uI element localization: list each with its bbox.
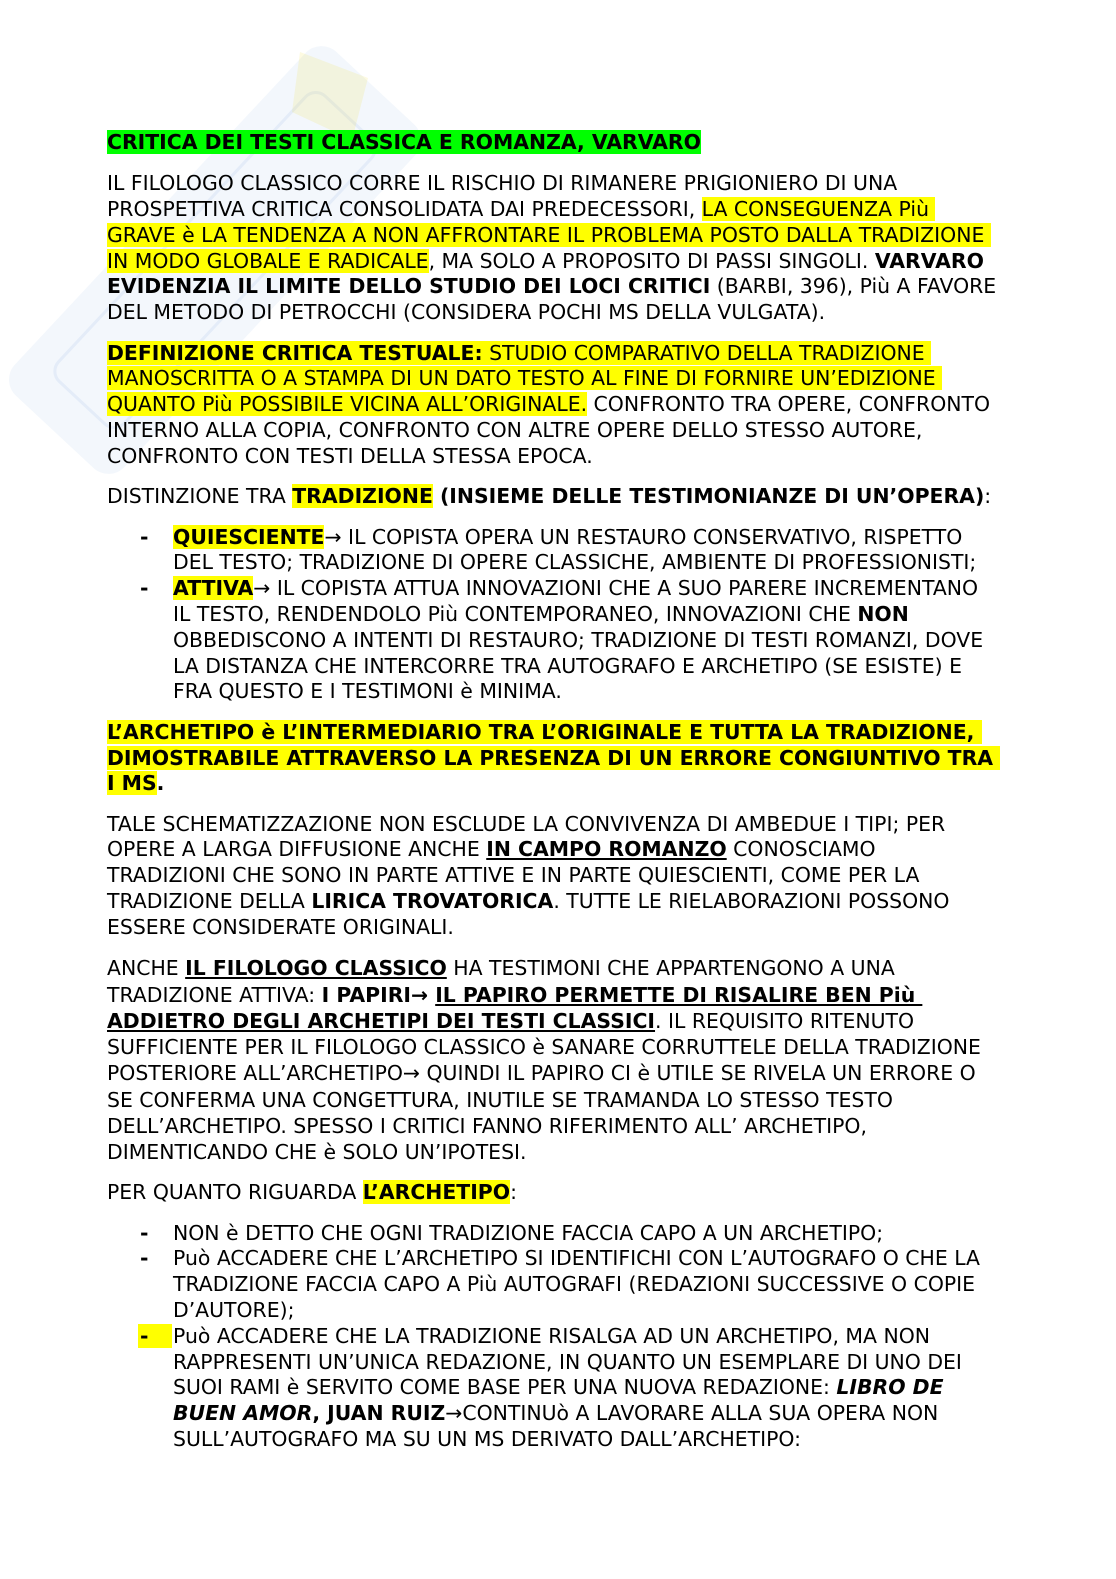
- text-run: :: [510, 1180, 517, 1205]
- text-run: IL FILOLOGO CLASSICO CORRE IL RISCHIO DI RIMANERE PRIGIONIERO DI UNA: [107, 171, 898, 196]
- paragraph: [107, 484, 1087, 510]
- text-run: LA DISTANZA CHE INTERCORRE TRA AUTOGRAFO E ARCHETIPO (SE ESISTE) E: [173, 653, 962, 678]
- bold-highlighted-text: ATTIVA: [173, 576, 254, 601]
- bold-underlined-text: IN CAMPO ROMANZO: [486, 837, 727, 862]
- bold-text: I PAPIRI→: [321, 982, 436, 1007]
- text-run: SUFFICIENTE PER IL FILOLOGO CLASSICO è SANARE CORRUTTELE DELLA TRADIZIONE: [107, 1035, 981, 1060]
- text-run: DELL’ARCHETIPO. SPESSO I CRITICI FANNO RIFERIMENTO ALL’ ARCHETIPO,: [107, 1114, 867, 1139]
- text-line: [173, 1298, 1087, 1324]
- text-line: [173, 1221, 1087, 1247]
- text-line: [107, 982, 1087, 1008]
- text-line: [107, 197, 1087, 223]
- bold-text: LIRICA TROVATORICA: [311, 889, 554, 914]
- bold-highlighted-text: DEFINIZIONE CRITICA TESTUALE:: [107, 340, 483, 365]
- bold-text: .: [156, 771, 165, 796]
- bold-underlined-text: ADDIETRO DEGLI ARCHETIPI DEI TESTI CLASSICI: [107, 1008, 656, 1033]
- text-line: [173, 1375, 1087, 1401]
- text-run: SE CONFERMA UNA CONGETTURA, INUTILE SE TRAMANDA LO STESSO TESTO: [107, 1087, 893, 1112]
- bullet-dash: -: [138, 1324, 172, 1348]
- text-line: [107, 249, 1087, 275]
- text-line: [173, 679, 1087, 705]
- bullet-list: [107, 525, 1087, 706]
- text-run: DEL METODO DI PETROCCHI (CONSIDERA POCHI MS DELLA VULGATA).: [107, 300, 826, 325]
- text-line: [107, 1139, 1087, 1165]
- bold-italic-text: BUEN AMOR: [173, 1401, 313, 1426]
- text-run: . TUTTE LE RIELABORAZIONI POSSONO: [553, 889, 950, 914]
- text-line: [107, 746, 1087, 772]
- text-line: [173, 654, 1087, 680]
- text-run: . IL REQUISITO RITENUTO: [655, 1008, 915, 1033]
- text-run: :: [984, 484, 992, 509]
- text-line: [107, 341, 1087, 367]
- bold-highlighted-text: DIMOSTRABILE ATTRAVERSO LA PRESENZA DI UN ERRORE CONGIUNTIVO TRA: [107, 745, 1001, 770]
- list-item: [107, 1324, 1087, 1453]
- list-bullet: [138, 1246, 172, 1272]
- text-run: Può ACCADERE CHE LA TRADIZIONE RISALGA AD UN ARCHETIPO, MA NON: [173, 1323, 931, 1348]
- text-run: →CONTINUò A LAVORARE ALLA SUA OPERA NON: [445, 1401, 939, 1426]
- text-run: DEL TESTO; TRADIZIONE DI OPERE CLASSICHE, AMBIENTE DI PROFESSIONISTI;: [173, 550, 977, 575]
- bold-text: , JUAN RUIZ: [312, 1401, 446, 1426]
- text-line: [107, 171, 1087, 197]
- text-run: (BARBI, 396), Più A FAVORE: [710, 274, 997, 299]
- bold-text: NON: [857, 601, 909, 626]
- text-run: CONOSCIAMO: [726, 837, 876, 862]
- list-bullet: [138, 576, 172, 602]
- list-bullet: [138, 525, 172, 551]
- list-bullet: [138, 1324, 172, 1350]
- title-text: CRITICA DEI TESTI CLASSICA E ROMANZA, VARVARO: [107, 130, 701, 154]
- text-run: ANCHE: [107, 956, 186, 981]
- list-bullet: [138, 1221, 172, 1247]
- text-line: [173, 1246, 1087, 1272]
- text-line: [107, 1087, 1087, 1113]
- text-run: Può ACCADERE CHE L’ARCHETIPO SI IDENTIFICHI CON L’AUTOGRAFO O CHE LA: [173, 1246, 980, 1271]
- bullet-dash: -: [140, 524, 149, 549]
- bold-highlighted-text: TRADIZIONE: [292, 484, 433, 509]
- text-run: RAPPRESENTI UN’UNICA REDAZIONE, IN QUANTO UN ESEMPLARE DI UNO DEI: [173, 1349, 962, 1374]
- text-run: CONFRONTO TRA OPERE, CONFRONTO: [587, 392, 991, 417]
- text-line: [107, 1180, 1087, 1206]
- text-run: , MA SOLO A PROPOSITO DI PASSI SINGOLI.: [428, 248, 875, 273]
- bold-highlighted-text: L’ARCHETIPO: [362, 1180, 511, 1205]
- text-line: [107, 955, 1087, 981]
- text-run: FRA QUESTO E I TESTIMONI è MINIMA.: [173, 679, 562, 704]
- text-run: D’AUTORE);: [173, 1298, 295, 1323]
- bold-highlighted-text: L’ARCHETIPO è L’INTERMEDIARIO TRA L’ORIGINALE E TUTTA LA TRADIZIONE,: [107, 719, 982, 744]
- bold-italic-text: LIBRO DE: [836, 1375, 944, 1400]
- text-line: [173, 1272, 1087, 1298]
- highlighted-text: GRAVE è LA TENDENZA A NON AFFRONTARE IL PROBLEMA POSTO DALLA TRADIZIONE: [107, 222, 991, 247]
- text-line: [107, 274, 1087, 300]
- text-line: [107, 366, 1087, 392]
- paragraph: [107, 955, 1087, 1165]
- bold-text: VARVARO: [874, 248, 984, 273]
- highlighted-text: STUDIO COMPARATIVO DELLA TRADIZIONE: [482, 340, 932, 365]
- text-line: [173, 525, 1087, 551]
- bullet-dash: -: [140, 1220, 149, 1245]
- text-line: [173, 1427, 1087, 1453]
- text-run: INTERNO ALLA COPIA, CONFRONTO CON ALTRE OPERE DELLO STESSO AUTORE,: [107, 417, 923, 442]
- text-run: TRADIZIONE DELLA: [107, 889, 312, 914]
- bold-highlighted-text: I MS: [107, 771, 157, 796]
- text-line: [107, 837, 1087, 863]
- text-run: POSTERIORE ALL’ARCHETIPO→ QUINDI IL PAPIRO CI è UTILE SE RIVELA UN ERRORE O: [107, 1061, 976, 1086]
- text-line: [107, 1034, 1087, 1060]
- paragraph: [107, 720, 1087, 797]
- paragraph: [107, 171, 1087, 326]
- text-line: [173, 602, 1087, 628]
- bullet-dash: -: [140, 576, 149, 601]
- bold-text: EVIDENZIA IL LIMITE DELLO STUDIO DEI LOCI CRITICI: [107, 274, 711, 299]
- text-line: [107, 915, 1087, 941]
- bold-underlined-text: IL FILOLOGO CLASSICO: [185, 956, 447, 981]
- text-line: [107, 130, 1087, 156]
- bullet-list: [107, 1221, 1087, 1453]
- text-line: [107, 889, 1087, 915]
- text-line: [107, 444, 1087, 470]
- bold-text: (INSIEME DELLE TESTIMONIANZE DI UN’OPERA): [432, 484, 985, 509]
- text-run: TALE SCHEMATIZZAZIONE NON ESCLUDE LA CONVIVENZA DI AMBEDUE I TIPI; PER: [107, 811, 946, 836]
- text-line: [173, 1324, 1087, 1350]
- paragraph: [107, 341, 1087, 470]
- text-run: PER QUANTO RIGUARDA: [107, 1180, 363, 1205]
- paragraph: [107, 812, 1087, 941]
- text-line: [107, 812, 1087, 838]
- text-line: [107, 1008, 1087, 1034]
- text-run: OPERE A LARGA DIFFUSIONE ANCHE: [107, 837, 487, 862]
- text-run: CONFRONTO CON TESTI DELLA STESSA EPOCA.: [107, 443, 593, 468]
- text-run: PROSPETTIVA CRITICA CONSOLIDATA DAI PREDECESSORI,: [107, 196, 702, 221]
- text-line: [107, 418, 1087, 444]
- text-line: [107, 1060, 1087, 1086]
- text-line: [107, 484, 1087, 510]
- document-body: [107, 130, 1087, 1467]
- text-run: → IL COPISTA ATTUA INNOVAZIONI CHE A SUO PARERE INCREMENTANO: [253, 576, 979, 601]
- text-line: [173, 1350, 1087, 1376]
- text-run: TRADIZIONE ATTIVA:: [107, 982, 322, 1007]
- text-run: ESSERE CONSIDERATE ORIGINALI.: [107, 914, 454, 939]
- list-item: [107, 1246, 1087, 1323]
- bold-underlined-text: IL PAPIRO PERMETTE DI RISALIRE BEN Più: [435, 982, 923, 1007]
- text-run: NON è DETTO CHE OGNI TRADIZIONE FACCIA CAPO A UN ARCHETIPO;: [173, 1220, 884, 1245]
- text-line: [107, 392, 1087, 418]
- page-title: [107, 130, 1087, 156]
- text-line: [173, 1401, 1087, 1427]
- list-item: [107, 1221, 1087, 1247]
- highlighted-text: IN MODO GLOBALE E RADICALE: [107, 248, 429, 273]
- highlighted-text: QUANTO Più POSSIBILE VICINA ALL’ORIGINALE.: [107, 392, 588, 417]
- text-run: SULL’AUTOGRAFO MA SU UN MS DERIVATO DALL’ARCHETIPO:: [173, 1427, 801, 1451]
- text-line: [173, 628, 1087, 654]
- highlighted-text: MANOSCRITTA O A STAMPA DI UN DATO TESTO AL FINE DI FORNIRE UN’EDIZIONE: [107, 366, 943, 391]
- text-run: → IL COPISTA OPERA UN RESTAURO CONSERVATIVO, RISPETTO: [324, 524, 963, 549]
- text-line: [107, 863, 1087, 889]
- bullet-dash: -: [140, 1246, 149, 1271]
- bold-highlighted-text: QUIESCIENTE: [173, 524, 325, 549]
- text-run: IL TESTO, RENDENDOLO Più CONTEMPORANEO, INNOVAZIONI CHE: [173, 601, 858, 626]
- text-line: [107, 1113, 1087, 1139]
- list-item: [107, 525, 1087, 577]
- text-run: DIMENTICANDO CHE è SOLO UN’IPOTESI.: [107, 1140, 527, 1165]
- list-item: [107, 576, 1087, 705]
- text-line: [107, 300, 1087, 326]
- highlighted-text: LA CONSEGUENZA Più: [701, 196, 936, 221]
- text-line: [107, 223, 1087, 249]
- text-line: [107, 720, 1087, 746]
- paragraph: [107, 1180, 1087, 1206]
- text-run: OBBEDISCONO A INTENTI DI RESTAURO; TRADIZIONE DI TESTI ROMANZI, DOVE: [173, 627, 984, 652]
- text-run: TRADIZIONI CHE SONO IN PARTE ATTIVE E IN PARTE QUIESCIENTI, COME PER LA: [107, 863, 920, 888]
- text-line: [107, 771, 1087, 797]
- text-line: [173, 550, 1087, 576]
- text-run: TRADIZIONE FACCIA CAPO A Più AUTOGRAFI (REDAZIONI SUCCESSIVE O COPIE: [173, 1272, 976, 1297]
- text-line: [173, 576, 1087, 602]
- text-run: HA TESTIMONI CHE APPARTENGONO A UNA: [446, 956, 895, 981]
- text-run: DISTINZIONE TRA: [107, 484, 293, 509]
- text-run: SUOI RAMI è SERVITO COME BASE PER UNA NUOVA REDAZIONE:: [173, 1375, 837, 1400]
